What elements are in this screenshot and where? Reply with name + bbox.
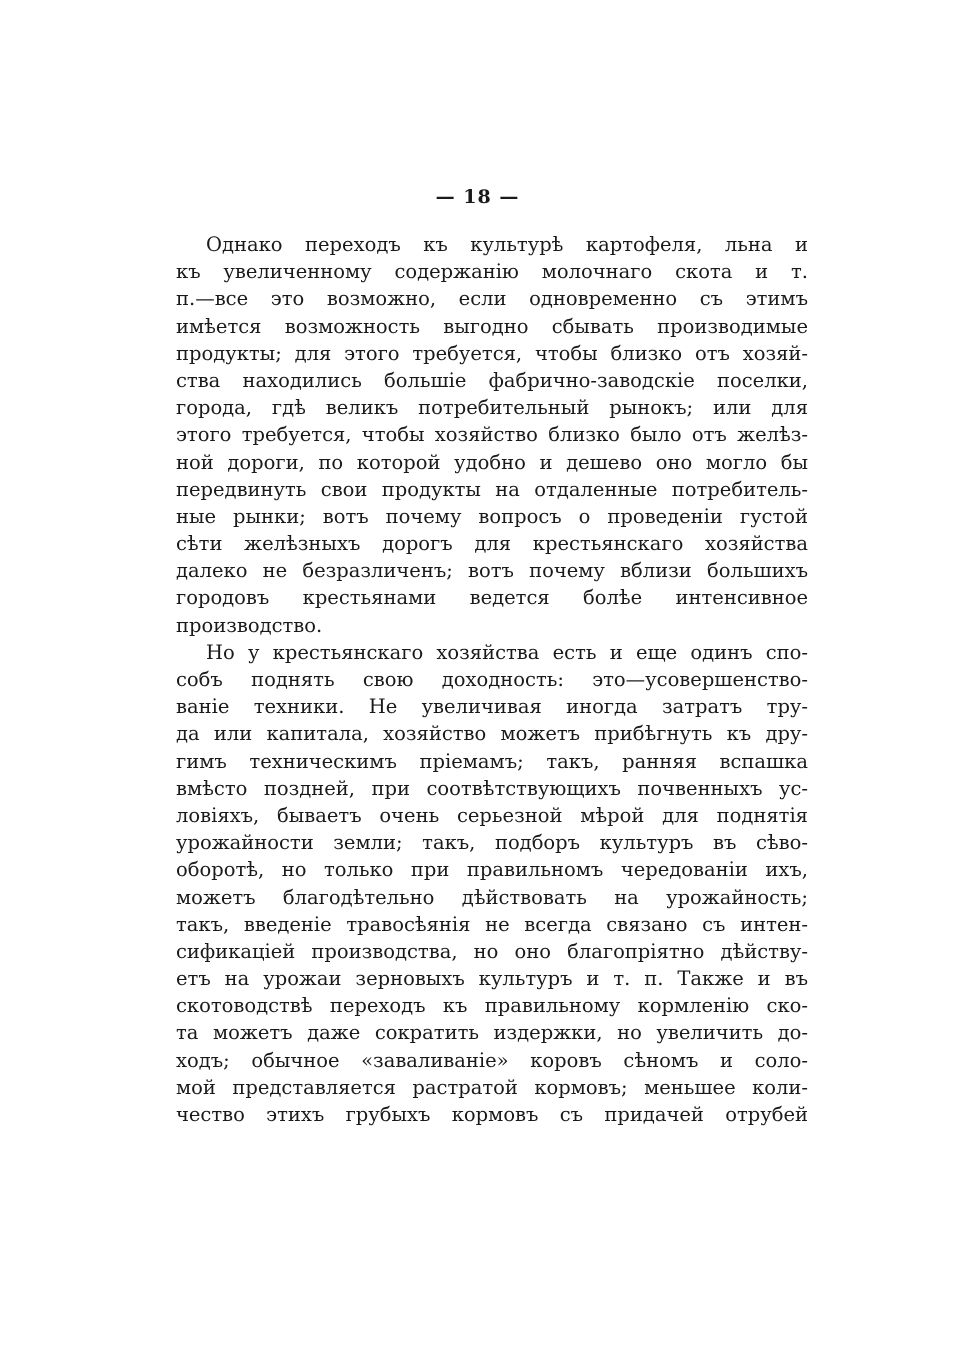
text-line: етъ на урожаи зерновыхъ культуръ и т. п. Также и въ xyxy=(176,967,808,991)
text-line: сификаціей производства, но оно благопріятно дѣйству- xyxy=(176,939,808,963)
text-line: вмѣсто поздней, при соотвѣтствующихъ почвенныхъ ус- xyxy=(176,776,808,800)
text-line: урожайности земли; такъ, подборъ культуръ въ сѣво- xyxy=(176,831,808,855)
text-line: передвинуть свои продукты на отдаленные потребитель- xyxy=(176,477,808,501)
text-line: ства находились большіе фабрично-заводскіе поселки, xyxy=(176,368,808,392)
text-line: та можетъ даже сократить издержки, но увеличить до- xyxy=(176,1021,808,1045)
text-line: имѣется возможность выгодно сбывать производимые xyxy=(176,314,808,338)
text-line: чество этихъ грубыхъ кормовъ съ придачей отрубей xyxy=(176,1103,808,1126)
text-line: п.—все это возможно, если одновременно съ этимъ xyxy=(176,287,808,311)
text-line: ловіяхъ, бываетъ очень серьезной мѣрой для поднятія xyxy=(176,803,808,827)
text-line: къ увеличенному содержанію молочнаго скота и т. xyxy=(176,260,808,284)
text-line: ной дороги, по которой удобно и дешево оно могло бы xyxy=(176,450,808,474)
text-line: далеко не безразличенъ; вотъ почему вблизи большихъ xyxy=(176,559,808,583)
text-line: городовъ крестьянами ведется болѣе интенсивное xyxy=(176,586,808,610)
text-line: скотоводствѣ переходъ къ правильному кормленію ско- xyxy=(176,994,808,1018)
body-text xyxy=(176,231,808,1128)
text-line: собъ поднять свою доходность: это—усовершенство- xyxy=(176,668,808,691)
text-line: сѣти желѣзныхъ дорогъ для крестьянскаго хозяйства xyxy=(176,532,808,556)
text-line: такъ, введеніе травосѣянія не всегда связано съ интен- xyxy=(176,912,808,936)
text-line: ваніе техники. Не увеличивая иногда затратъ тру- xyxy=(176,695,808,719)
text-line: ные рынки; вотъ почему вопросъ о проведеніи густой xyxy=(176,504,808,528)
text-line: Но у крестьянскаго хозяйства есть и еще одинъ спо- xyxy=(206,640,808,664)
paragraph-1 xyxy=(176,231,808,639)
text-line: этого требуется, чтобы хозяйство близко было отъ желѣз- xyxy=(176,423,808,447)
text-line: производство. xyxy=(176,613,323,637)
text-line: да или капитала, хозяйство можетъ прибѣгнуть къ дру- xyxy=(176,722,808,746)
text-line: гимъ техническимъ пріемамъ; такъ, ранняя вспашка xyxy=(176,749,808,773)
text-line: можетъ благодѣтельно дѣйствовать на урожайность; xyxy=(176,885,808,909)
text-line: продукты; для этого требуется, чтобы близко отъ хозяй- xyxy=(176,341,808,365)
page-number: — 18 — xyxy=(435,186,520,208)
text-line: Однако переходъ къ культурѣ картофеля, льна и xyxy=(206,233,808,256)
paragraph-2 xyxy=(176,639,808,1128)
text-line: мой представляется растратой кормовъ; меньшее коли- xyxy=(176,1075,808,1099)
text-line: города, гдѣ великъ потребительный рынокъ; или для xyxy=(176,396,808,420)
text-line: ходъ; обычное «заваливаніе» коровъ сѣномъ и соло- xyxy=(176,1048,808,1072)
text-line: оборотѣ, но только при правильномъ чередованіи ихъ, xyxy=(176,858,808,882)
